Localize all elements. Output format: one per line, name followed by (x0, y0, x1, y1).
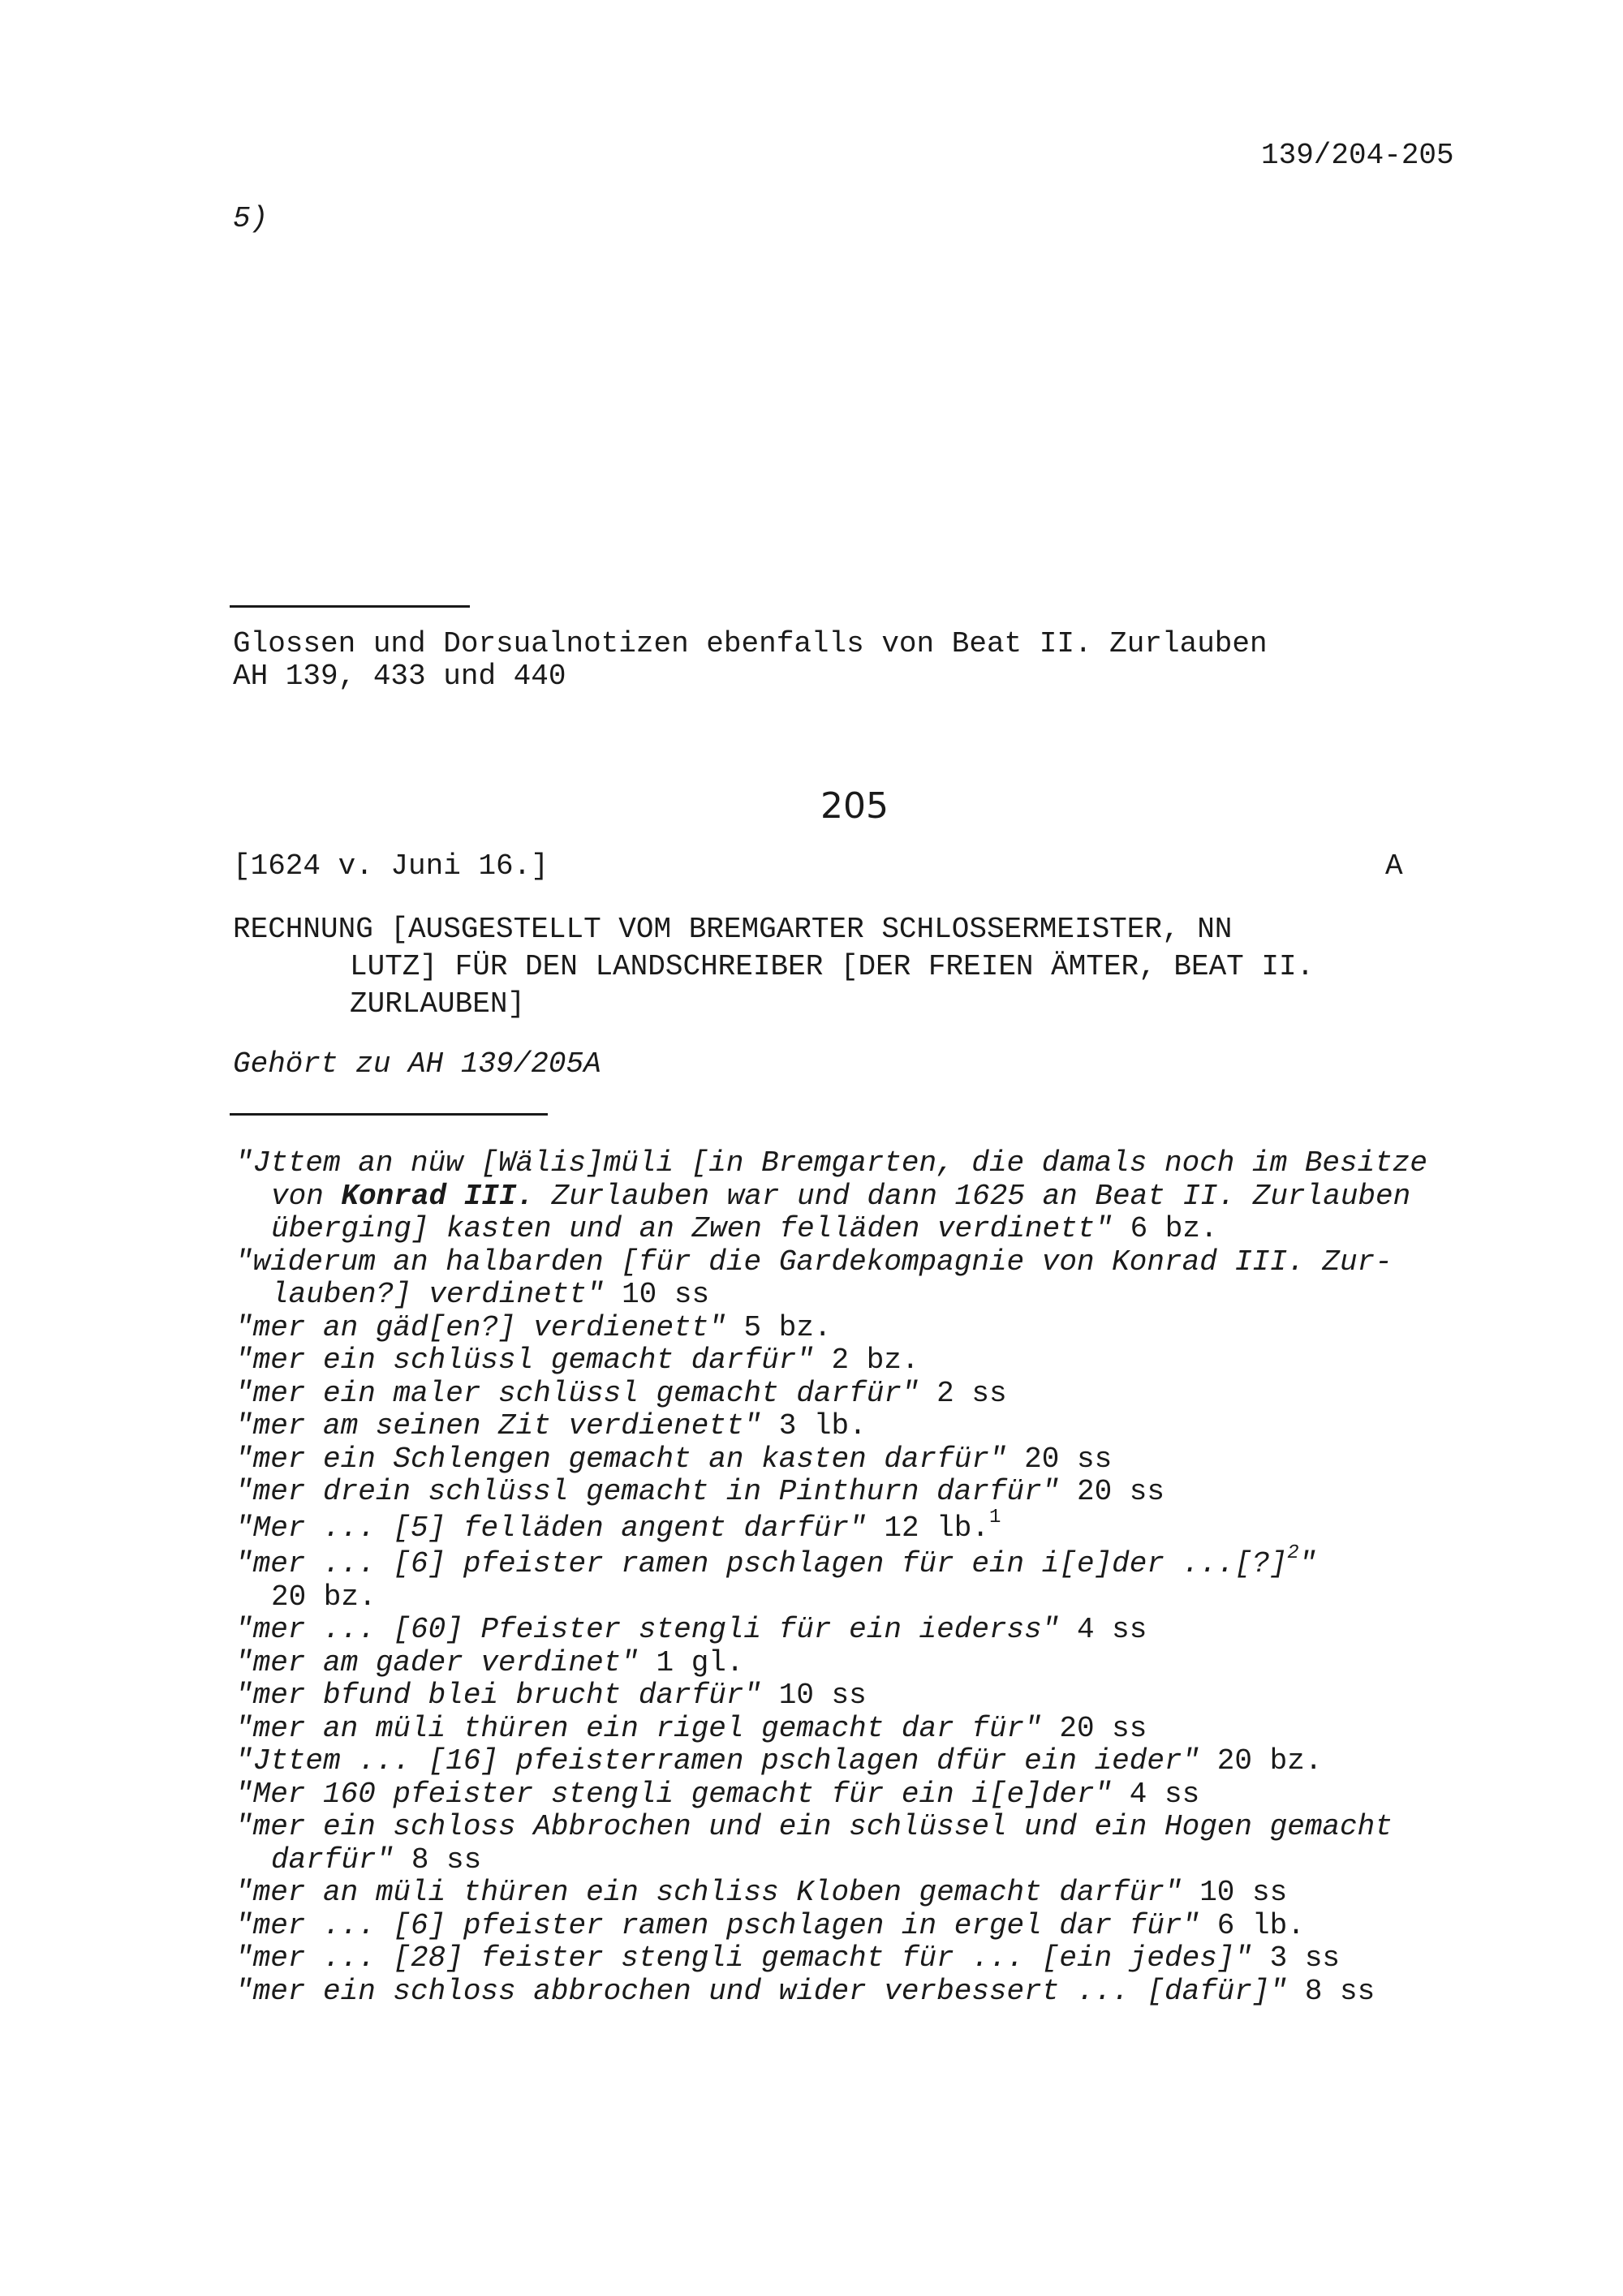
entry-10-amount: 20 bz. (271, 1580, 377, 1614)
entry-9-text: "Mer ... [5] felläden angent darfür" (235, 1511, 867, 1545)
entry-1 (235, 1147, 1501, 1246)
entry-7 (235, 1443, 1501, 1477)
entry-10-text: "mer ... [6] pfeister ramen pschlagen für ein i[e]der ...[?] (235, 1547, 1288, 1580)
entry-14-text: "mer an müli thüren ein rigel gemacht dar für" (235, 1711, 1042, 1745)
entry-18-text: "mer an müli thüren ein schliss Kloben gemacht darfür" (235, 1876, 1182, 1909)
entry-1-amount: 6 bz. (1112, 1212, 1218, 1245)
entry-11-text: "mer ... [60] Pfeister stengli für ein iederss" (235, 1613, 1060, 1646)
entry-15-amount: 20 bz. (1199, 1744, 1323, 1778)
entry-16 (235, 1778, 1501, 1812)
entry-1-line-3 (235, 1213, 1501, 1246)
entry-10-line-1 (235, 1542, 1317, 1580)
entry-2-text: lauben?] verdinett" (271, 1278, 605, 1311)
entry-1-name-konrad: Konrad III. (341, 1179, 535, 1213)
entry-19-amount: 6 lb. (1199, 1908, 1305, 1942)
entry-1-line-2 (235, 1180, 1501, 1214)
footnote-rule (230, 605, 470, 608)
entry-12-amount: 1 gl. (638, 1645, 744, 1679)
entry-1-text-c: Zurlauben war und dann 1625 an Beat II. Zurlauben (534, 1179, 1411, 1213)
document-number: 205 (820, 785, 889, 827)
account-entries (235, 1147, 1501, 2008)
entry-17-amount: 8 ss (394, 1842, 482, 1877)
entry-2 (235, 1246, 1501, 1312)
entry-6-text: "mer am seinen Zit verdienett" (235, 1409, 762, 1443)
title-line-3: ZURLAUBEN] (350, 987, 526, 1021)
entry-2-amount: 10 ss (604, 1278, 710, 1311)
entry-1-text-a: von (271, 1179, 342, 1213)
entry-18 (235, 1877, 1501, 1910)
document-date: [1624 v. Juni 16.] (233, 849, 549, 883)
entry-4-text: "mer ein schlüssl gemacht darfür" (235, 1344, 814, 1377)
entry-9-footnote-ref: 1 (988, 1506, 1001, 1529)
entry-4-amount: 2 bz. (813, 1344, 919, 1377)
entry-7-text: "mer ein Schlengen gemacht an kasten darfür" (235, 1442, 1007, 1476)
entry-11 (235, 1614, 1501, 1647)
entry-10 (235, 1542, 1501, 1614)
entry-6 (235, 1410, 1501, 1443)
entry-8 (235, 1476, 1501, 1509)
entry-13 (235, 1679, 1501, 1713)
entry-8-text: "mer drein schlüssl gemacht in Pinthurn darfür" (235, 1475, 1060, 1508)
entry-1-text: überging] kasten und an Zwen felläden verdinett" (271, 1212, 1113, 1245)
entry-5 (235, 1378, 1501, 1411)
gloss-line-1: Glossen und Dorsualnotizen ebenfalls von Beat II. Zurlauben (233, 627, 1268, 660)
entry-1-line-1: "Jttem an nüw [Wälis]müli [in Bremgarten, die damals noch im Besitze (235, 1146, 1428, 1180)
page-reference: 139/204-205 (1261, 139, 1454, 172)
entry-17 (235, 1811, 1501, 1877)
entry-9 (235, 1506, 1501, 1546)
entry-15 (235, 1745, 1501, 1778)
related-document-note: Gehört zu AH 139/205A (233, 1047, 601, 1081)
entry-3-text: "mer an gäd[en?] verdienett" (235, 1310, 726, 1344)
title-line-1: RECHNUNG [AUSGESTELLT VOM BREMGARTER SCHLOSSERMEISTER, NN (233, 913, 1233, 946)
entry-5-amount: 2 ss (919, 1376, 1007, 1410)
entry-5-text: "mer ein maler schlüssl gemacht darfür" (235, 1376, 919, 1410)
entry-7-amount: 20 ss (1006, 1442, 1113, 1476)
gloss-line-2: AH 139, 433 und 440 (233, 660, 566, 693)
entry-19 (235, 1910, 1501, 1943)
entry-4 (235, 1344, 1501, 1378)
entry-12 (235, 1647, 1501, 1680)
entry-20 (235, 1942, 1501, 1976)
entry-2-line-1: "widerum an halbarden [für die Gardekompagnie von Konrad III. Zur- (235, 1245, 1393, 1279)
entry-14-amount: 20 ss (1041, 1711, 1147, 1745)
document-version: A (1385, 849, 1403, 883)
entry-14 (235, 1713, 1501, 1746)
title-line-2: LUTZ] FÜR DEN LANDSCHREIBER [DER FREIEN ÄMTER, BEAT II. (350, 950, 1315, 983)
entry-15-text: "Jttem ... [16] pfeisterramen pschlagen dfür ein ieder" (235, 1744, 1200, 1778)
entry-10-close-quote: " (1298, 1547, 1317, 1580)
entry-12-text: "mer am gader verdinet" (235, 1645, 639, 1679)
entry-11-amount: 4 ss (1059, 1613, 1147, 1646)
entry-21 (235, 1976, 1501, 2009)
entry-8-amount: 20 ss (1059, 1475, 1165, 1508)
entry-9-amount: 12 lb. (866, 1511, 989, 1545)
entry-3 (235, 1312, 1501, 1345)
entry-13-amount: 10 ss (761, 1679, 867, 1712)
entry-17-line-1: "mer ein schloss Abbrochen und ein schlüssel und ein Hogen gemacht (235, 1810, 1393, 1843)
entry-19-text: "mer ... [6] pfeister ramen pschlagen in ergel dar für" (235, 1908, 1200, 1942)
entry-13-text: "mer bfund blei brucht darfür" (235, 1679, 762, 1712)
section-rule (230, 1113, 548, 1116)
entry-6-amount: 3 lb. (761, 1409, 867, 1443)
entry-18-amount: 10 ss (1182, 1876, 1288, 1909)
entry-17-line-2 (235, 1844, 1501, 1877)
entry-16-amount: 4 ss (1112, 1777, 1200, 1811)
entry-2-line-2 (235, 1279, 1501, 1312)
footnote-marker: 5) (233, 202, 269, 235)
entry-21-amount: 8 ss (1287, 1974, 1375, 2008)
entry-16-text: "Mer 160 pfeister stengli gemacht für ein i[e]der" (235, 1777, 1113, 1811)
entry-21-text: "mer ein schloss abbrochen und wider verbessert ... [dafür]" (235, 1974, 1288, 2008)
entry-20-amount: 3 ss (1252, 1941, 1341, 1975)
entry-3-amount: 5 bz. (725, 1310, 832, 1344)
entry-20-text: "mer ... [28] feister stengli gemacht für ... [ein jedes]" (235, 1941, 1253, 1975)
entry-10-footnote-ref: 2 (1287, 1542, 1299, 1564)
entry-17-text: darfür" (271, 1842, 394, 1877)
